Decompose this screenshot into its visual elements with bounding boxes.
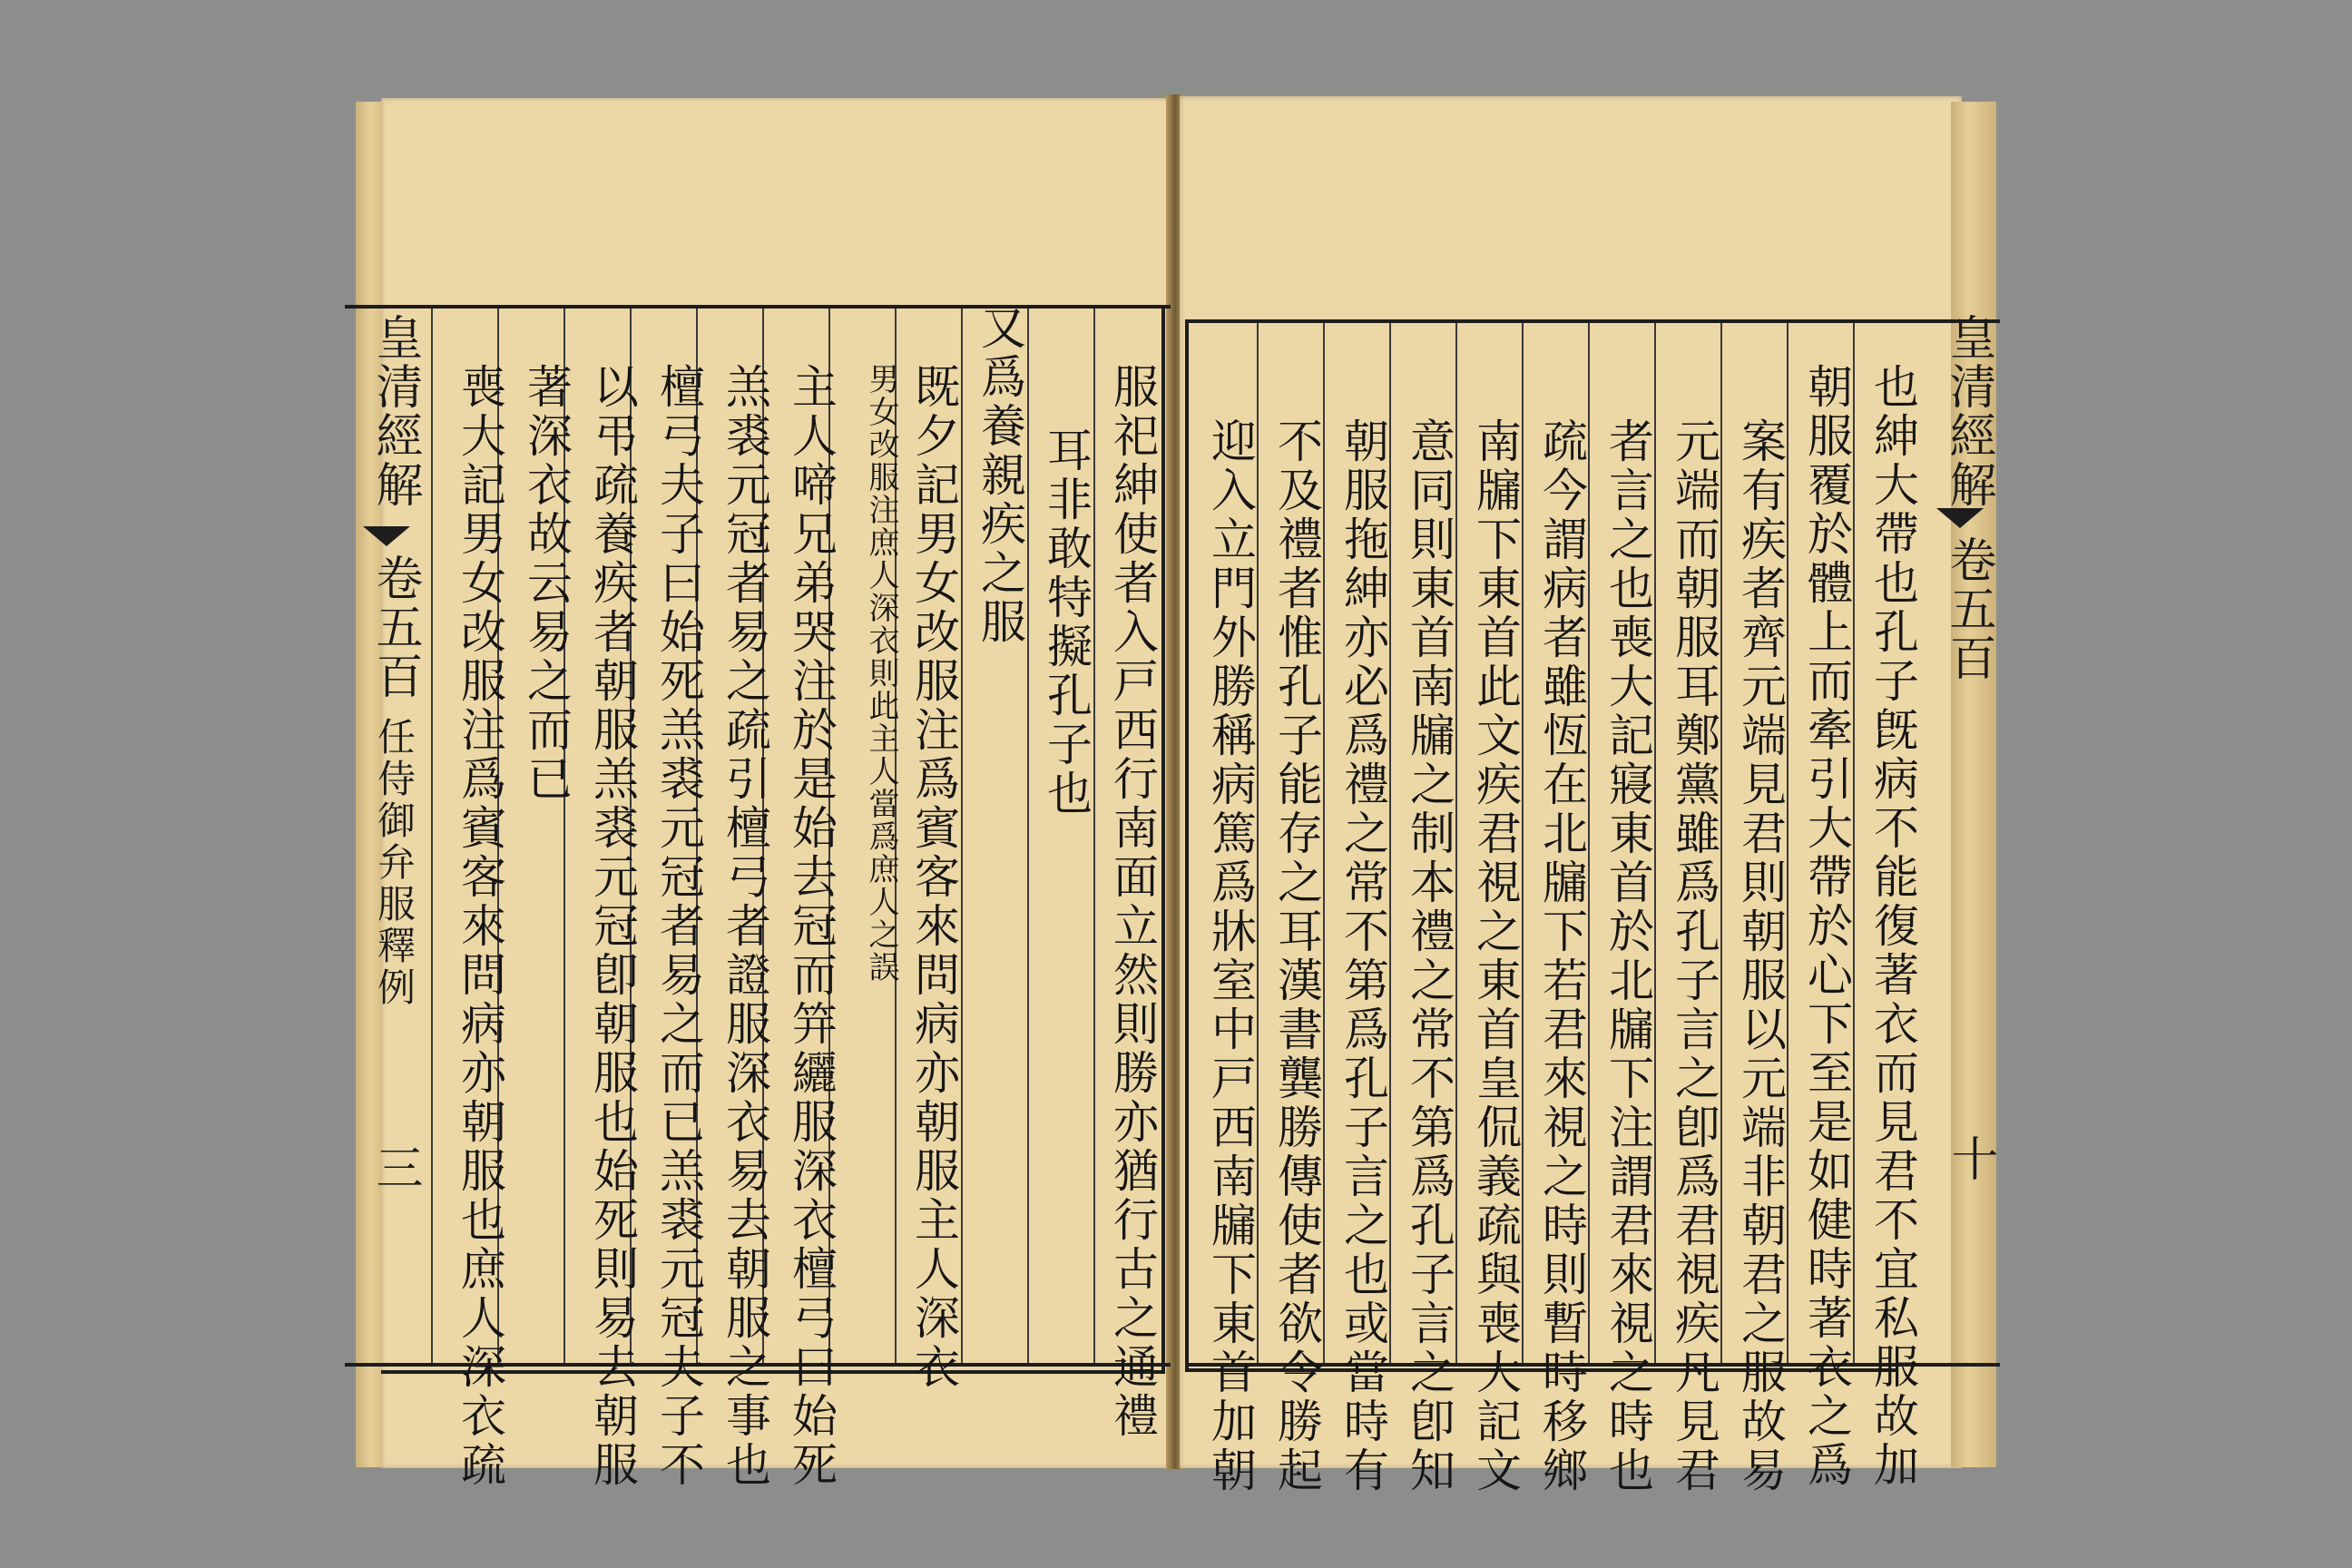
left-text-column: 喪大記男女改服注爲賓客來問病亦朝服也庶人深衣疏	[454, 363, 506, 1490]
right-text-column: 朝服覆於體上而牽引大帶於心下至是如健時著衣之爲	[1800, 363, 1853, 1490]
right-top-rule	[1185, 319, 2000, 323]
right-heart-title: 皇清經解	[1941, 313, 1995, 509]
left-heart-subtitle: 任侍御弁服釋例	[372, 717, 416, 1009]
left-text-column: 既夕記男女改服注爲賓客來問病亦朝服主人深衣	[907, 363, 960, 1392]
left-text-column: 耳非敢特擬孔子也	[1040, 426, 1093, 818]
left-heart-title: 皇清經解	[368, 313, 422, 509]
right-text-column: 南牖下東首此文疾君視之東首皇侃義疏與喪大記文	[1469, 417, 1522, 1495]
right-text-column: 者言之也喪大記寢東首於北牖下注謂君來視之時也	[1602, 417, 1654, 1495]
right-fish-tail-mark	[1936, 508, 1984, 528]
left-heart-volume: 卷五百	[368, 554, 422, 701]
right-text-column: 元端而朝服耳鄭黨雖爲孔子言之卽爲君視疾凡見君	[1668, 417, 1720, 1495]
left-fish-tail-mark	[363, 526, 410, 546]
right-text-column: 朝服拖紳亦必爲禮之常不第爲孔子言之也或當時有	[1337, 417, 1389, 1495]
left-text-column: 羔裘元冠者易之疏引檀弓者證服深衣易去朝服之事也	[719, 363, 771, 1490]
right-text-column: 不及禮者惟孔子能存之耳漢書龔勝傳使者欲令勝起	[1270, 417, 1323, 1495]
left-top-rule	[345, 305, 1171, 309]
right-text-column: 迎入立門外勝稱病篤爲牀室中戸西南牖下東首加朝	[1204, 417, 1257, 1495]
right-text-column: 案有疾者齊元端見君則朝服以元端非朝君之服故易	[1734, 417, 1787, 1495]
left-text-column: 服祀紳使者入戸西行南面立然則勝亦猶行古之通禮	[1106, 363, 1159, 1441]
right-text-column: 疏今謂病者雖恆在北牖下若君來視之時則暫時移鄉	[1535, 417, 1588, 1495]
left-heart-page-number: 三	[368, 1143, 422, 1192]
left-text-column: 又爲養親疾之服	[974, 304, 1026, 647]
left-text-column: 檀弓夫子曰始死羔裘元冠者易之而已羔裘元冠夫子不	[652, 363, 705, 1490]
right-text-column: 意同則東首南牖之制本禮之常不第爲孔子言之卽知	[1403, 417, 1455, 1495]
right-text-column: 也紳大帶也孔子旣病不能復著衣而見君不宜私服故加	[1867, 363, 1919, 1490]
right-heart-page-number: 十	[1943, 1134, 1997, 1183]
left-text-column: 以弔疏養疾者朝服羔裘元冠卽朝服也始死則易去朝服	[586, 363, 639, 1490]
left-column-rule	[431, 309, 433, 1363]
left-text-column: 主人啼兄弟哭注於是始去冠而笄纚服深衣檀弓曰始死	[785, 363, 838, 1490]
left-annotation-column: 男女改服注庶人深衣則此主人當爲庶人之誤	[863, 363, 899, 984]
left-text-column: 著深衣故云易之而已	[520, 363, 573, 804]
right-page-edge	[1951, 102, 1996, 1467]
right-heart-volume: 卷五百	[1941, 535, 1995, 682]
